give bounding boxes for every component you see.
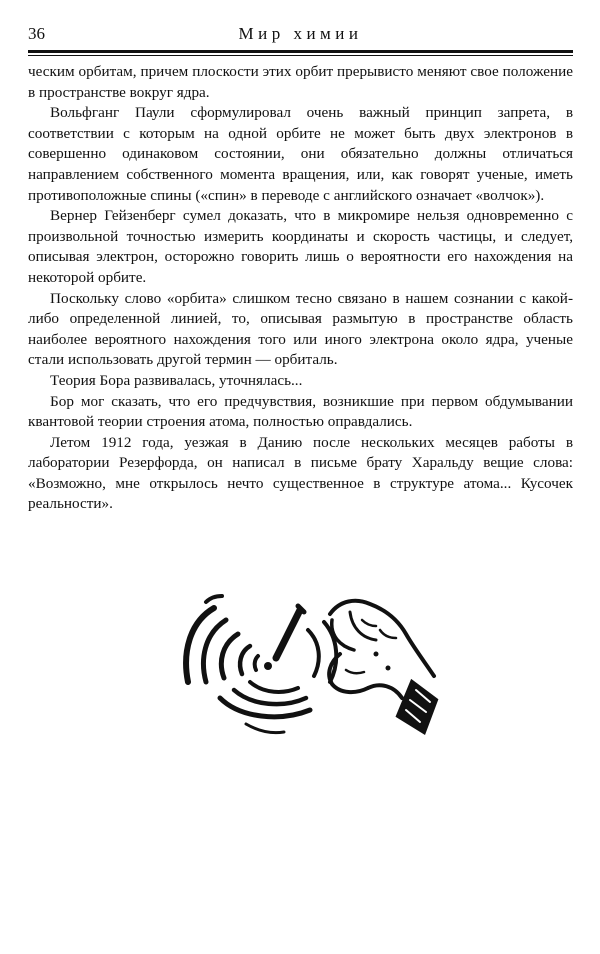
paragraph-orbital: Поскольку слово «орбита» слишком тесно связано в нашем сознании с какой-либо определенной линией, то, описывая размытую в пространстве область наиболее вероятного нахождения того или иного электрона около ядра, ученые стали использовать другой термин — орбиталь. (28, 289, 573, 369)
hand-spinning-top-icon (180, 590, 442, 740)
paragraph-bohr-premonition: Бор мог сказать, что его предчувствия, возникшие при первом обдумывании квантовой теории строения атома, полностью оправдались. (28, 392, 573, 431)
book-page (28, 20, 573, 515)
paragraph-letter: Летом 1912 года, уезжая в Данию после нескольких месяцев работы в лаборатории Резерфорда, он написал в письме брату Харальду вещие слова: «Возможно, мне открылось нечто существенное в структуре атома... Кусочек реальности». (28, 433, 573, 513)
header-rule-thin (28, 55, 573, 56)
header-rule-thick (28, 50, 573, 53)
body-text (28, 62, 573, 515)
paragraph-pauli: Вольфганг Паули сформулировал очень важный принцип запрета, в соответствии с которым на одной орбите не может быть двух электронов в совершенно одинаковом состоянии, они обязательно должны отличаться направлением собственного момента вращения, или, как говорят ученые, иметь противоположные спины («спин» в переводе с английского означает «волчок»). (28, 104, 573, 204)
running-title: Мир химии (238, 24, 363, 43)
paragraph-heisenberg: Вернер Гейзенберг сумел доказать, что в микромире нельзя одновременно с произвольной точностью измерить координаты и скорость частицы, и следует, описывая электрон, осторожно говорить лишь о вероятности его нахождения на некоторой орбите. (28, 207, 573, 286)
page-number: 36 (28, 24, 45, 43)
paragraph-bohr-theory: Теория Бора развивалась, уточнялась... (50, 371, 303, 389)
running-head (28, 20, 573, 46)
paragraph-continuation: ческим орбитам, причем плоскости этих орбит прерывисто меняют свое положение в пространстве вокруг ядра. (28, 63, 573, 101)
